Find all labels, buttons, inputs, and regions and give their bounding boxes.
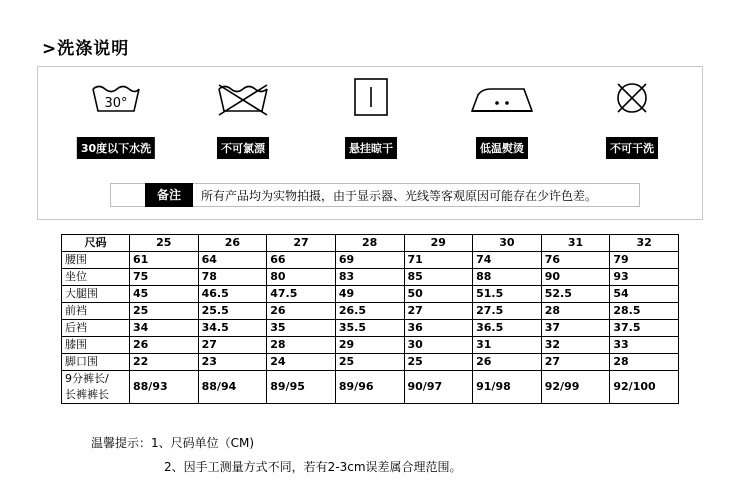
row-label: 后裆 xyxy=(62,320,130,337)
header-cell: 27 xyxy=(267,235,336,252)
table-cell: 83 xyxy=(335,269,404,286)
table-cell: 47.5 xyxy=(267,286,336,303)
header-cell: 30 xyxy=(473,235,542,252)
table-cell: 23 xyxy=(198,354,267,371)
row-label: 膝围 xyxy=(62,337,130,354)
table-cell: 76 xyxy=(541,252,610,269)
table-cell: 88/93 xyxy=(130,371,199,404)
header-cell: 26 xyxy=(198,235,267,252)
row-label-line: 9分裤长/ xyxy=(65,372,109,385)
table-cell: 46.5 xyxy=(198,286,267,303)
table-cell: 90 xyxy=(541,269,610,286)
header-cell: 28 xyxy=(335,235,404,252)
care-label-no-dry-clean: 不可干洗 xyxy=(606,137,658,159)
header-cell: 尺码 xyxy=(62,235,130,252)
no-dry-clean-icon xyxy=(612,78,652,118)
table-cell: 37 xyxy=(541,320,610,337)
table-cell: 25 xyxy=(335,354,404,371)
table-cell: 30 xyxy=(404,337,473,354)
table-cell: 28 xyxy=(610,354,679,371)
care-item-hang-dry xyxy=(326,81,416,161)
table-cell: 28.5 xyxy=(610,303,679,320)
note-text: 所有产品均为实物拍摄，由于显示器、光线等客观原因可能存在少许色差。 xyxy=(201,188,598,203)
row-label: 脚口围 xyxy=(62,354,130,371)
table-cell: 26 xyxy=(130,337,199,354)
wash-temp-text: 30° xyxy=(104,96,128,111)
table-row xyxy=(62,371,679,404)
table-cell: 35.5 xyxy=(335,320,404,337)
table-cell: 35 xyxy=(267,320,336,337)
table-row xyxy=(62,303,679,320)
table-cell: 90/97 xyxy=(404,371,473,404)
table-cell: 26 xyxy=(267,303,336,320)
table-cell: 45 xyxy=(130,286,199,303)
care-item-no-bleach xyxy=(198,81,288,161)
table-cell: 79 xyxy=(610,252,679,269)
care-instructions-panel xyxy=(37,66,703,220)
care-label-no-bleach: 不可氯漂 xyxy=(217,137,269,159)
care-label-low-iron: 低温熨烫 xyxy=(476,137,528,159)
table-cell: 51.5 xyxy=(473,286,542,303)
header-cell: 31 xyxy=(541,235,610,252)
table-cell: 71 xyxy=(404,252,473,269)
table-cell: 37.5 xyxy=(610,320,679,337)
table-cell: 22 xyxy=(130,354,199,371)
table-row xyxy=(62,269,679,286)
table-cell: 36.5 xyxy=(473,320,542,337)
table-cell: 26.5 xyxy=(335,303,404,320)
care-item-no-dry-clean xyxy=(587,81,677,161)
table-cell: 25 xyxy=(130,303,199,320)
wash-30-icon xyxy=(90,81,142,117)
table-cell: 50 xyxy=(404,286,473,303)
header-cell: 29 xyxy=(404,235,473,252)
table-cell: 27 xyxy=(404,303,473,320)
size-header-row xyxy=(62,235,679,252)
table-cell: 93 xyxy=(610,269,679,286)
table-cell: 80 xyxy=(267,269,336,286)
row-label: 前裆 xyxy=(62,303,130,320)
table-cell: 36 xyxy=(404,320,473,337)
row-label xyxy=(62,371,130,404)
table-cell: 64 xyxy=(198,252,267,269)
table-cell: 66 xyxy=(267,252,336,269)
care-label-hang-dry: 悬挂晾干 xyxy=(345,137,397,159)
table-cell: 32 xyxy=(541,337,610,354)
hang-dry-icon xyxy=(351,75,391,119)
table-row xyxy=(62,320,679,337)
table-cell: 92/100 xyxy=(610,371,679,404)
table-cell: 25 xyxy=(404,354,473,371)
table-cell: 88 xyxy=(473,269,542,286)
no-bleach-icon xyxy=(215,81,271,117)
table-cell: 91/98 xyxy=(473,371,542,404)
table-cell: 88/94 xyxy=(198,371,267,404)
table-cell: 89/96 xyxy=(335,371,404,404)
table-cell: 25.5 xyxy=(198,303,267,320)
low-iron-icon xyxy=(469,81,535,117)
care-item-wash xyxy=(71,81,161,161)
header-cell: 32 xyxy=(610,235,679,252)
care-item-low-iron xyxy=(457,81,547,161)
table-cell: 28 xyxy=(267,337,336,354)
table-cell: 85 xyxy=(404,269,473,286)
row-label: 腰围 xyxy=(62,252,130,269)
note-box xyxy=(110,183,640,207)
table-cell: 26 xyxy=(473,354,542,371)
table-cell: 61 xyxy=(130,252,199,269)
table-row xyxy=(62,337,679,354)
table-cell: 27.5 xyxy=(473,303,542,320)
table-cell: 27 xyxy=(541,354,610,371)
table-cell: 74 xyxy=(473,252,542,269)
table-cell: 24 xyxy=(267,354,336,371)
table-cell: 75 xyxy=(130,269,199,286)
table-row xyxy=(62,286,679,303)
care-label-wash: 30度以下水洗 xyxy=(77,137,155,159)
header-cell: 25 xyxy=(130,235,199,252)
tips-line-1: 温馨提示：1、尺码单位（CM) xyxy=(91,436,255,450)
page-title: >洗涤说明 xyxy=(42,39,130,59)
row-label: 坐位 xyxy=(62,269,130,286)
table-row xyxy=(62,252,679,269)
table-cell: 27 xyxy=(198,337,267,354)
table-cell: 78 xyxy=(198,269,267,286)
table-cell: 28 xyxy=(541,303,610,320)
size-table xyxy=(61,234,679,404)
table-cell: 29 xyxy=(335,337,404,354)
table-cell: 89/95 xyxy=(267,371,336,404)
table-cell: 69 xyxy=(335,252,404,269)
row-label: 大腿围 xyxy=(62,286,130,303)
note-tag: 备注 xyxy=(145,183,193,207)
table-cell: 92/99 xyxy=(541,371,610,404)
table-cell: 52.5 xyxy=(541,286,610,303)
table-cell: 34.5 xyxy=(198,320,267,337)
table-cell: 34 xyxy=(130,320,199,337)
table-cell: 33 xyxy=(610,337,679,354)
table-cell: 54 xyxy=(610,286,679,303)
table-cell: 49 xyxy=(335,286,404,303)
tips-line-2: 2、因手工测量方式不同，若有2-3cm误差属合理范围。 xyxy=(164,460,462,474)
table-cell: 31 xyxy=(473,337,542,354)
table-row xyxy=(62,354,679,371)
row-label-line: 长裤裤长 xyxy=(65,388,109,401)
